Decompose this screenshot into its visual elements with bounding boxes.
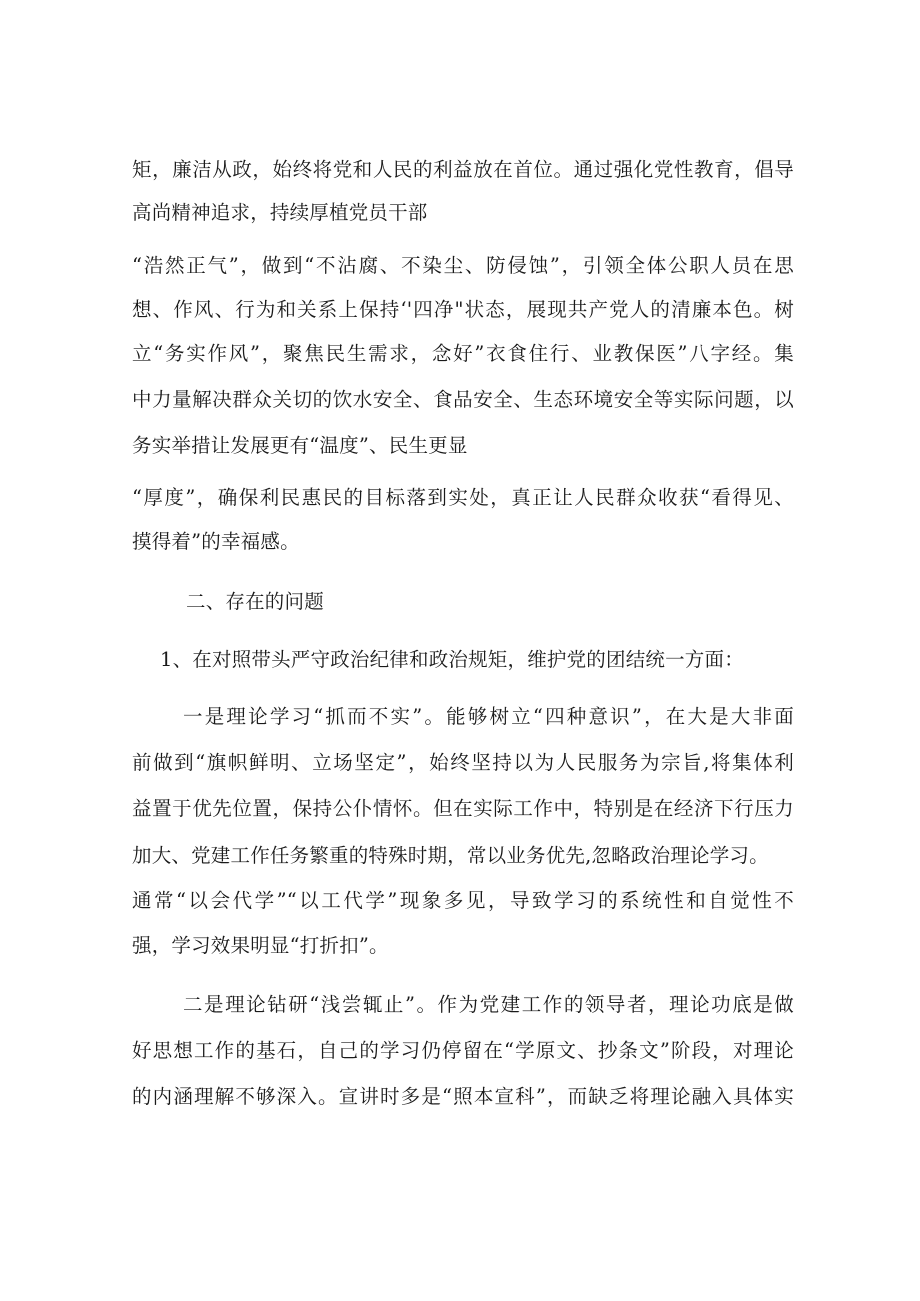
text-line: “厚度”，确保利民惠民的目标落到实处，真正让人民群众收获“看得见、 bbox=[132, 486, 794, 509]
text-line: 益置于优先位置，保持公仆情怀。但在实际工作中，特别是在经济下行压力 bbox=[132, 797, 794, 820]
text-line: 加大、党建工作任务繁重的特殊时期，常以业务优先,忽略政治理论学习。 bbox=[132, 844, 769, 867]
text-line: 前做到“旗帜鲜明、立场坚定”，始终坚持以为人民服务为宗旨,将集体利 bbox=[132, 751, 794, 774]
paragraph-first-line: 一是理论学习“抓而不实”。能够树立“四种意识”，在大是大非面 bbox=[183, 705, 794, 728]
text-line: 强，学习效果明显“打折扣”。 bbox=[132, 934, 389, 957]
text-line: 的内涵理解不够深入。宣讲时多是“照本宣科”，而缺乏将理论融入具体实 bbox=[132, 1085, 794, 1108]
text-line: 中力量解决群众关切的饮水安全、食品安全、生态环境安全等实际问题，以 bbox=[132, 388, 794, 411]
text-line: 好思想工作的基石，自己的学习仍停留在“学原文、抄条文”阶段，对理论 bbox=[132, 1039, 794, 1062]
section-heading: 二、存在的问题 bbox=[186, 590, 324, 613]
text-line: 摸得着”的幸福感。 bbox=[132, 530, 300, 553]
text-line: “浩然正气”，做到“不沾腐、不染尘、防侵蚀”，引领全体公职人员在思 bbox=[132, 254, 794, 277]
text-line: 通常“以会代学”“以工代学”现象多见，导致学习的系统性和自觉性不 bbox=[132, 889, 794, 912]
text-line: 务实举措让发展更有“温度”、民生更显 bbox=[132, 434, 468, 457]
subsection-heading: 1、在对照带头严守政治纪律和政治规矩，维护党的团结统一方面： bbox=[160, 648, 744, 671]
text-line: 高尚精神追求，持续厚植党员干部 bbox=[132, 201, 428, 224]
text-line: 矩，廉洁从政，始终将党和人民的利益放在首位。通过强化党性教育，倡导 bbox=[132, 158, 794, 181]
paragraph-first-line: 二是理论钻研“浅尝辄止”。作为党建工作的领导者，理论功底是做 bbox=[183, 993, 794, 1016]
text-line: 立“务实作风”，聚焦民生需求，念好”衣食住行、业教保医”八字经。集 bbox=[132, 342, 794, 365]
text-line: 想、作风、行为和关系上保持‘'四净"状态，展现共产党人的清廉本色。树 bbox=[132, 298, 794, 321]
